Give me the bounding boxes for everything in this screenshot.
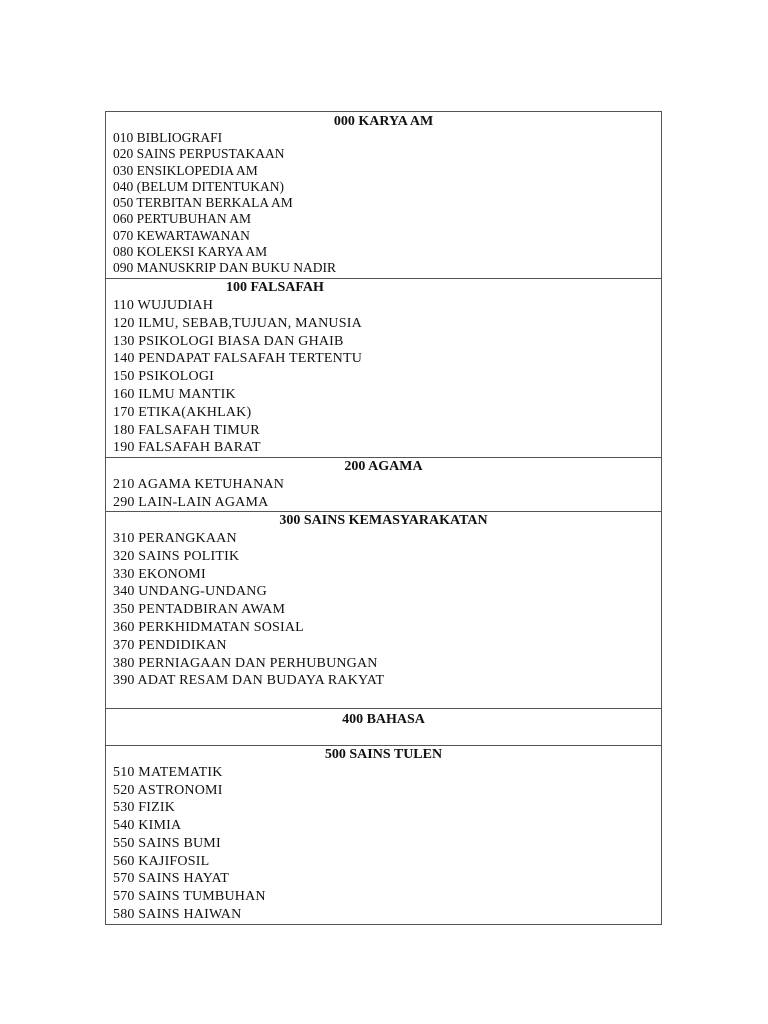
list-item: 180 FALSAFAH TIMUR: [113, 422, 260, 438]
list-item: 310 PERANGKAAN: [113, 531, 237, 546]
list-item: 350 PENTADBIRAN AWAM: [113, 602, 286, 618]
section-heading: 000 KARYA AM: [333, 114, 434, 129]
list-item: 150 PSIKOLOGI: [113, 369, 214, 385]
list-item: 110 WUJUDIAH: [113, 298, 214, 313]
list-item: 390 ADAT RESAM DAN BUDAYA RAKYAT: [113, 673, 385, 689]
list-item: 070 KEWARTAWANAN: [113, 227, 250, 243]
section-000: [106, 112, 661, 278]
section-100: [106, 278, 661, 457]
section-400: [106, 708, 661, 745]
list-item: 130 PSIKOLOGI BIASA DAN GHAIB: [113, 333, 344, 349]
list-item: 540 KIMIA: [113, 818, 182, 834]
list-item: 190 FALSAFAH BARAT: [113, 440, 261, 456]
section-heading: 100 FALSAFAH: [226, 280, 324, 295]
section-heading: 400 BAHASA: [342, 712, 425, 727]
list-item: 120 ILMU, SEBAB,TUJUAN, MANUSIA: [113, 315, 362, 331]
section-heading: 500 SAINS TULEN: [324, 747, 443, 762]
section-500: [106, 745, 661, 924]
list-item: 570 SAINS TUMBUHAN: [113, 888, 266, 904]
list-item: 530 FIZIK: [113, 800, 176, 816]
list-item: 340 UNDANG-UNDANG: [113, 584, 267, 600]
list-item: 050 TERBITAN BERKALA AM: [113, 195, 293, 211]
list-item: 030 ENSIKLOPEDIA AM: [113, 162, 258, 178]
list-item: 520 ASTRONOMI: [113, 782, 223, 798]
list-item: 580 SAINS HAIWAN: [113, 906, 242, 922]
classification-table: [105, 111, 662, 925]
list-item: 080 KOLEKSI KARYA AM: [113, 244, 268, 260]
list-item: 560 KAJIFOSIL: [113, 853, 210, 869]
list-item: 320 SAINS POLITIK: [113, 548, 240, 564]
section-300: [106, 511, 661, 708]
list-item: 380 PERNIAGAAN DAN PERHUBUNGAN: [113, 655, 378, 671]
list-item: 160 ILMU MANTIK: [113, 386, 236, 402]
list-item: 370 PENDIDIKAN: [113, 637, 227, 653]
list-item: 010 BIBLIOGRAFI: [113, 130, 223, 145]
list-item: 170 ETIKA(AKHLAK): [113, 404, 252, 420]
list-item: 570 SAINS HAYAT: [113, 871, 230, 887]
list-item: 090 MANUSKRIP DAN BUKU NADIR: [113, 260, 337, 276]
list-item: 060 PERTUBUHAN AM: [113, 211, 251, 227]
list-item: 360 PERKHIDMATAN SOSIAL: [113, 619, 304, 635]
section-200: [106, 457, 661, 511]
list-item: 140 PENDAPAT FALSAFAH TERTENTU: [113, 351, 363, 367]
list-item: 510 MATEMATIK: [113, 765, 223, 780]
section-heading: 200 AGAMA: [344, 459, 423, 474]
list-item: 020 SAINS PERPUSTAKAAN: [113, 146, 285, 162]
list-item: 040 (BELUM DITENTUKAN): [113, 178, 284, 194]
list-item: 550 SAINS BUMI: [113, 835, 221, 851]
list-item: 290 LAIN-LAIN AGAMA: [113, 494, 269, 510]
list-item: 210 AGAMA KETUHANAN: [113, 477, 285, 492]
section-heading: 300 SAINS KEMASYARAKATAN: [279, 513, 488, 528]
list-item: 330 EKONOMI: [113, 566, 206, 582]
